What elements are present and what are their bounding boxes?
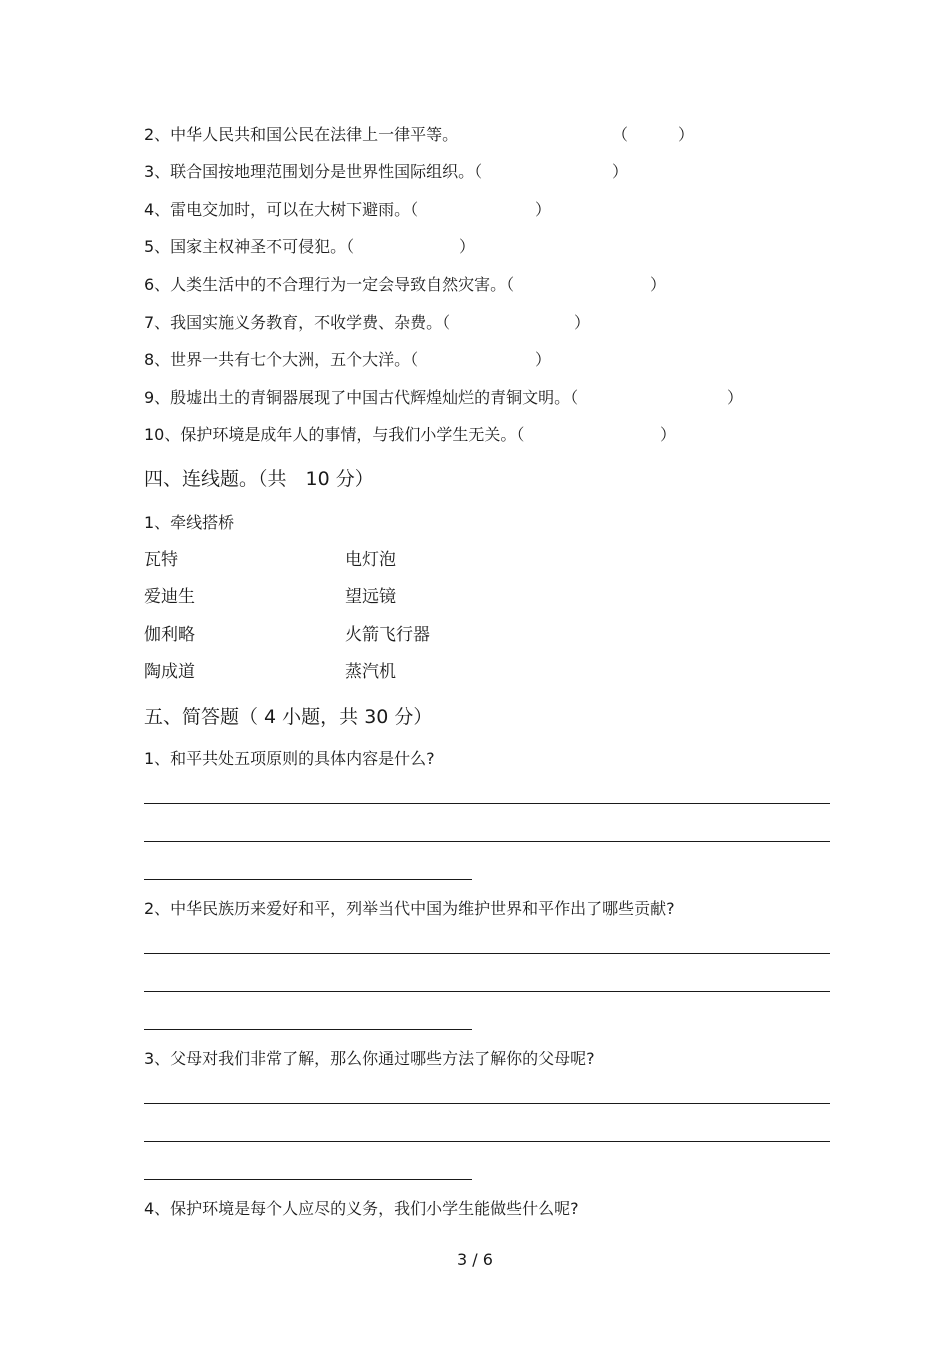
answer-line[interactable] xyxy=(144,1103,830,1104)
statement-6: 6、人类生活中的不合理行为一定会导致自然灾害。（ xyxy=(144,275,515,294)
match-left-item: 瓦特 xyxy=(144,550,178,570)
answer-line[interactable] xyxy=(144,953,830,954)
answer-close-paren-9: ） xyxy=(727,388,744,407)
statement-9: 9、殷墟出土的青铜器展现了中国古代辉煌灿烂的青铜文明。（ xyxy=(144,388,579,407)
section-4-heading: 四、连线题。（共 10 分） xyxy=(144,468,374,490)
match-left-item: 爱迪生 xyxy=(144,587,195,607)
answer-line[interactable] xyxy=(144,803,830,804)
statement-4: 4、雷电交加时，可以在大树下避雨。（ xyxy=(144,200,419,219)
question-4: 4、保护环境是每个人应尽的义务，我们小学生能做些什么呢? xyxy=(144,1199,579,1218)
statement-2: 2、中华人民共和国公民在法律上一律平等。 xyxy=(144,125,459,144)
answer-line[interactable] xyxy=(144,841,830,842)
match-left-item: 伽利略 xyxy=(144,625,195,645)
statement-10: 10、保护环境是成年人的事情，与我们小学生无关。（ xyxy=(144,425,525,444)
answer-line[interactable] xyxy=(144,1179,472,1180)
answer-line[interactable] xyxy=(144,879,472,880)
answer-close-paren-4: ） xyxy=(535,200,552,219)
statement-7: 7、我国实施义务教育，不收学费、杂费。（ xyxy=(144,313,451,332)
answer-line[interactable] xyxy=(144,991,830,992)
answer-close-paren-3: ） xyxy=(612,162,629,181)
matching-subtitle: 1、牵线搭桥 xyxy=(144,513,235,532)
answer-line[interactable] xyxy=(144,1141,830,1142)
statement-3: 3、联合国按地理范围划分是世界性国际组织。（ xyxy=(144,162,483,181)
match-right-item: 火箭飞行器 xyxy=(345,625,430,645)
statement-8: 8、世界一共有七个大洲，五个大洋。（ xyxy=(144,350,419,369)
section-5-heading: 五、简答题（ 4 小题，共 30 分） xyxy=(144,706,433,728)
statement-5: 5、国家主权神圣不可侵犯。（ xyxy=(144,237,355,256)
answer-close-paren-7: ） xyxy=(574,313,591,332)
answer-close-paren-2: ） xyxy=(678,125,695,144)
answer-close-paren-5: ） xyxy=(459,237,476,256)
match-right-item: 蒸汽机 xyxy=(345,662,396,682)
answer-close-paren-6: ） xyxy=(650,275,667,294)
question-2: 2、中华民族历来爱好和平，列举当代中国为维护世界和平作出了哪些贡献? xyxy=(144,899,675,918)
match-right-item: 电灯泡 xyxy=(345,550,396,570)
answer-open-paren-2: （ xyxy=(612,125,629,144)
answer-close-paren-8: ） xyxy=(535,350,552,369)
answer-close-paren-10: ） xyxy=(660,425,677,444)
question-1: 1、和平共处五项原则的具体内容是什么? xyxy=(144,749,435,768)
match-left-item: 陶成道 xyxy=(144,662,195,682)
page-number: 3 / 6 xyxy=(457,1250,493,1269)
match-right-item: 望远镜 xyxy=(345,587,396,607)
answer-line[interactable] xyxy=(144,1029,472,1030)
question-3: 3、父母对我们非常了解，那么你通过哪些方法了解你的父母呢? xyxy=(144,1049,595,1068)
